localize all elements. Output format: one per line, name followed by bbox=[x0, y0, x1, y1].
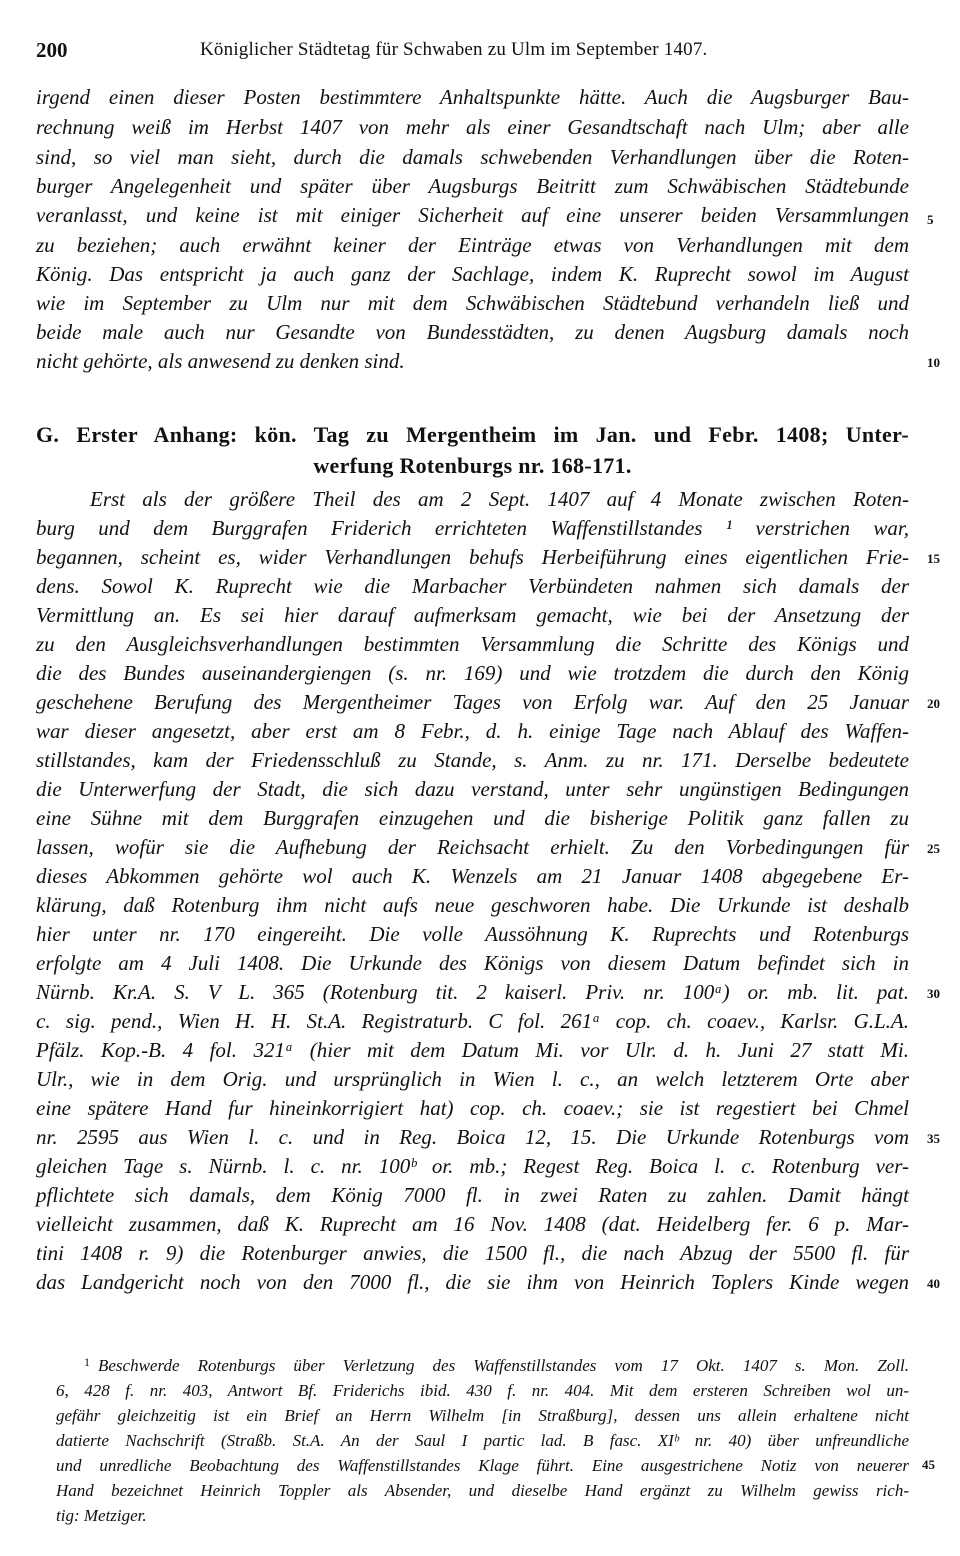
text-line: Erst als der größere Theil des am 2 Sept. 1407 auf 4 Monate zwischen Roten- bbox=[90, 487, 909, 511]
text-line: eine spätere Hand fur hineinkorrigiert hat) cop. ch. coaev.; sie ist regestiert bei Chmel bbox=[36, 1096, 909, 1120]
footnote-text: Beschwerde Rotenburgs über Verletzung des Waffenstillstandes vom 17 Okt. 1407 s. Mon. Zoll. bbox=[98, 1356, 909, 1375]
footnote-line: tig: Metziger. bbox=[56, 1506, 147, 1525]
text-line: begannen, scheint es, wider Verhandlungen behufs Herbeiführung eines eigentlichen Frie- bbox=[36, 545, 909, 569]
page-number: 200 bbox=[36, 38, 68, 62]
footnote-line bbox=[84, 1354, 909, 1379]
text-line: dens. Sowol K. Ruprecht wie die Marbacher Verbündeten nahmen sich damals der bbox=[36, 574, 909, 598]
footnote-line: Hand bezeichnet Heinrich Toppler als Absender, und dieselbe Hand ergänzt zu Wilhelm gewiss rich- bbox=[56, 1481, 909, 1500]
text-line: irgend einen dieser Posten bestimmtere Anhaltspunkte hätte. Auch die Augsburger Bau- bbox=[36, 85, 909, 109]
text-line: zu den Ausgleichsverhandlungen bestimmten Versammlung die Schritte des Königs und bbox=[36, 632, 909, 656]
text-line: beide male auch nur Gesandte von Bundesstädten, zu denen Augsburg damals noch bbox=[36, 320, 909, 344]
line-number: 15 bbox=[927, 551, 940, 566]
line-number: 30 bbox=[927, 986, 940, 1001]
footnote-line: datierte Nachschrift (Straßb. St.A. An der Saul I partic lad. B fasc. XIᵇ nr. 40) über unfreundliche bbox=[56, 1431, 909, 1450]
text-line: c. sig. pend., Wien H. H. St.A. Registraturb. C fol. 261ᵃ cop. ch. coaev., Karlsr. G.L.A. bbox=[36, 1009, 909, 1033]
line-number: 40 bbox=[927, 1276, 940, 1291]
text-line: nr. 2595 aus Wien l. c. und in Reg. Boica 12, 15. Die Urkunde Rotenburgs vom bbox=[36, 1125, 909, 1149]
text-line: Pfälz. Kop.-B. 4 fol. 321ᵃ (hier mit dem Datum Mi. vor Ulr. d. h. Juni 27 statt Mi. bbox=[36, 1038, 909, 1062]
text-line: lassen, wofür sie die Aufhebung der Reichsacht erhielt. Zu den Vorbedingungen für bbox=[36, 835, 909, 859]
footnote-line: 6, 428 f. nr. 403, Antwort Bf. Friderichs ibid. 430 f. nr. 404. Mit dem ersteren Schreiben wol un- bbox=[56, 1381, 909, 1400]
text-line: burger Angelegenheit und später über Augsburgs Beitritt zum Schwäbischen Städtebunde bbox=[36, 174, 909, 198]
text-line: die des Bundes auseinandergiengen (s. nr. 169) und wie trotzdem die durch den König bbox=[36, 661, 909, 685]
text-line: dieses Abkommen gehörte wol auch K. Wenzels am 21 Januar 1408 abgegebene Er- bbox=[36, 864, 909, 888]
text-line: wie im September zu Ulm nur mit dem Schwäbischen Städtebund verhandeln ließ und bbox=[36, 291, 909, 315]
text-line: pflichtete sich damals, dem König 7000 fl. in zwei Raten zu zahlen. Damit hängt bbox=[36, 1183, 909, 1207]
text-line: rechnung weiß im Herbst 1407 von mehr als einer Gesandtschaft nach Ulm; aber alle bbox=[36, 115, 909, 139]
text-line: klärung, daß Rotenburg ihm nicht aufs neue geschworen habe. Die Urkunde ist deshalb bbox=[36, 893, 909, 917]
text-line: gleichen Tage s. Nürnb. l. c. nr. 100ᵇ or. mb.; Regest Reg. Boica l. c. Rotenburg ver- bbox=[36, 1154, 909, 1178]
section-heading-continued: werfung Rotenburgs nr. 168-171. bbox=[313, 453, 632, 478]
text-line: war dieser angesetzt, aber erst am 8 Febr., d. h. einige Tage nach Ablauf des Waffen- bbox=[36, 719, 909, 743]
text-line: burg und dem Burggrafen Friderich errichteten Waffenstillstandes ¹ verstrichen war, bbox=[36, 516, 909, 540]
line-number: 45 bbox=[922, 1457, 935, 1472]
text-line: das Landgericht noch von den 7000 fl., die sie ihm von Heinrich Toplers Kinde wegen bbox=[36, 1270, 909, 1294]
line-number: 5 bbox=[927, 212, 934, 227]
text-line: König. Das entspricht ja auch ganz der Sachlage, indem K. Ruprecht sowol im August bbox=[36, 262, 909, 286]
text-line: nicht gehörte, als anwesend zu denken sind. bbox=[36, 349, 405, 373]
text-line: die Unterwerfung der Stadt, die sich dazu verstand, unter sehr ungünstigen Bedingungen bbox=[36, 777, 909, 801]
line-number: 25 bbox=[927, 841, 940, 856]
text-line: Nürnb. Kr.A. S. V L. 365 (Rotenburg tit. 2 kaiserl. Priv. nr. 100ᵃ) or. mb. lit. pat. bbox=[36, 980, 909, 1004]
text-line: sind, so viel man sieht, durch die damals schwebenden Verhandlungen über die Roten- bbox=[36, 145, 909, 169]
text-line: eine Sühne mit dem Burggrafen einzugehen und die bisherige Politik ganz fallen zu bbox=[36, 806, 909, 830]
running-title: Königlicher Städtetag für Schwaben zu Ulm im September 1407. bbox=[200, 39, 708, 60]
line-number: 20 bbox=[927, 696, 940, 711]
text-line: tini 1408 r. 9) die Rotenburger anwies, die 1500 fl., die nach Abzug der 5500 fl. für bbox=[36, 1241, 909, 1265]
text-line: hier unter nr. 170 eingereiht. Die volle Aussöhnung K. Ruprechts und Rotenburgs bbox=[36, 922, 909, 946]
text-line: zu beziehen; auch erwähnt keiner der Einträge etwas von Verhandlungen mit dem bbox=[36, 233, 909, 257]
text-line: Vermittlung an. Es sei hier darauf aufmerksam gemacht, wie bei der Ansetzung der bbox=[36, 603, 909, 627]
footnote-line: und unredliche Beobachtung des Waffenstillstandes Klage führt. Eine ausgestrichene Notiz von neuerer bbox=[56, 1456, 909, 1475]
line-number: 35 bbox=[927, 1131, 940, 1146]
text-line: veranlasst, und keine ist mit einiger Sicherheit auf eine unserer beiden Versammlungen bbox=[36, 203, 909, 227]
text-line: Ulr., wie in dem Orig. und ursprünglich in Wien l. c., an welch letzterem Orte aber bbox=[36, 1067, 909, 1091]
text-line: geschehene Berufung des Mergentheimer Tages von Erfolg war. Auf den 25 Januar bbox=[36, 690, 909, 714]
text-line: stillstandes, kam der Friedensschluß zu Stande, s. Anm. zu nr. 171. Derselbe bedeutete bbox=[36, 748, 909, 772]
running-head bbox=[36, 38, 916, 68]
footnote-marker: 1 bbox=[84, 1355, 90, 1369]
text-line: vielleicht zusammen, daß K. Ruprecht am 16 Nov. 1408 (dat. Heidelberg fer. 6 p. Mar- bbox=[36, 1212, 909, 1236]
text-line: erfolgte am 4 Juli 1408. Die Urkunde des Königs von diesem Datum befindet sich in bbox=[36, 951, 909, 975]
line-number: 10 bbox=[927, 355, 940, 370]
footnote-line: gefähr gleichzeitig ist ein Brief an Herrn Wilhelm [in Straßburg], dessen uns allein erhaltene nicht bbox=[56, 1406, 909, 1425]
section-heading: G. Erster Anhang: kön. Tag zu Mergentheim im Jan. und Febr. 1408; Unter- bbox=[36, 422, 909, 447]
